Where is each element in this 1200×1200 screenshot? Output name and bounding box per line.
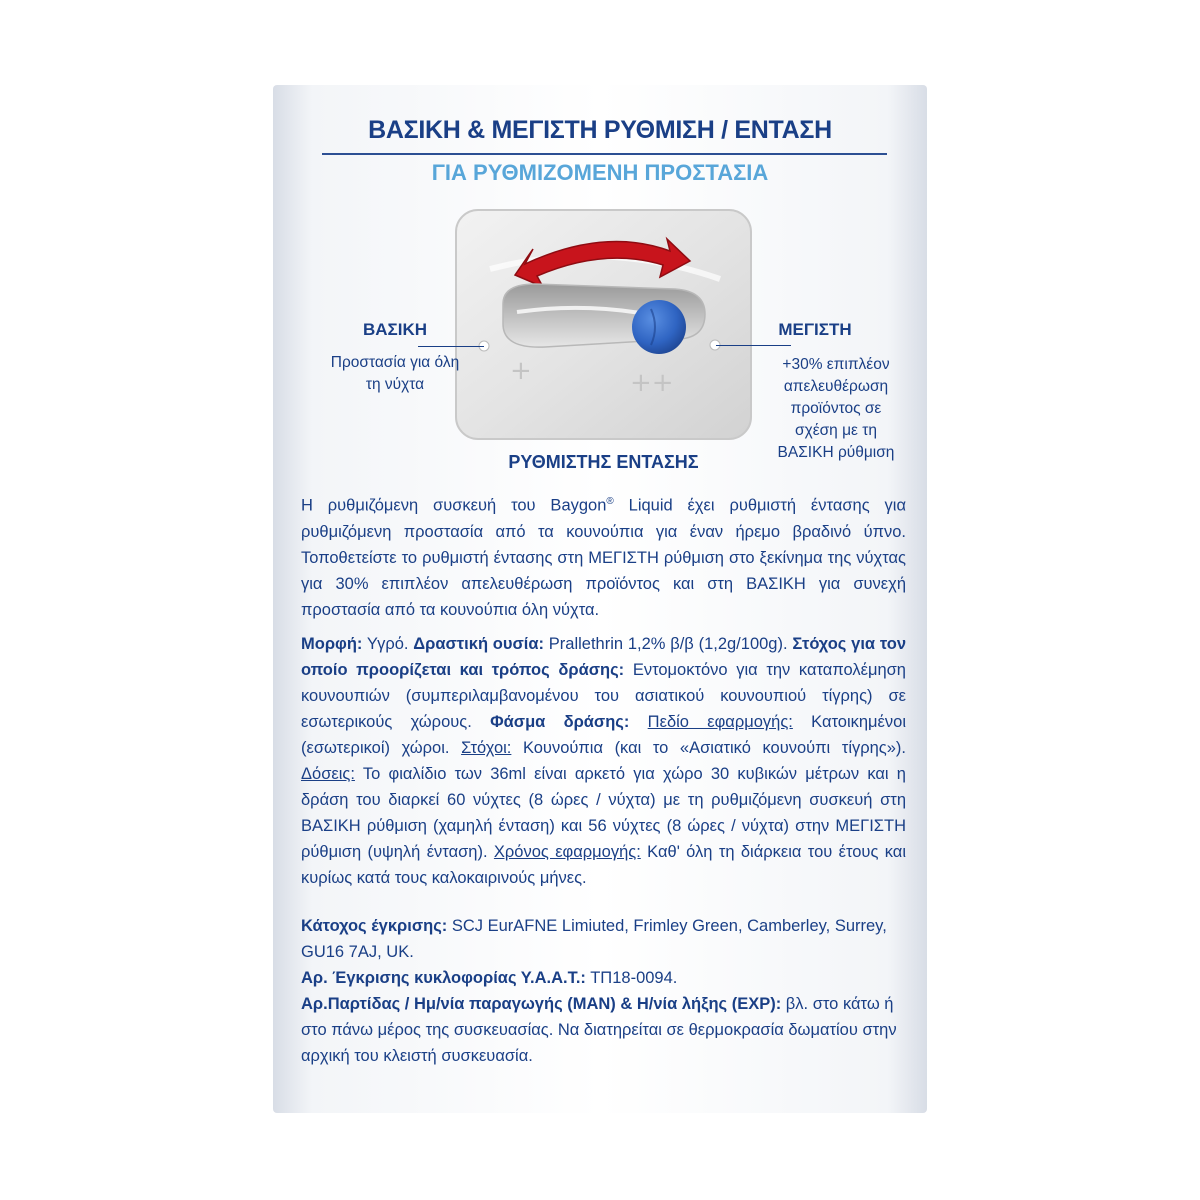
max-description: +30% επιπλέον απελευθέρωση προϊόντος σε σχέση με τη ΒΑΣΙΚΗ ρύθμιση <box>777 356 895 461</box>
intensity-knob <box>632 300 686 354</box>
specs-paragraph: Μορφή: Υγρό. Δραστική ουσία: Prallethrin 1,2% β/β (1,2g/100g). Στόχος για τον οποίο προορίζεται και τρόπος δράσης: Εντομοκτόνο για την καταπολέμηση κουνουπιών (συμπεριλαμβανομένου του ασιατικού κουνουπιού τίγρης) σε εσωτερικούς χώρους. Φάσμα δράσης: Πεδίο εφαρμογής: Κατοικημένοι (εσωτερικοί) χώροι. Στόχοι: Κουνούπια (και το «Ασιατικό κουνούπι τίγρης»). Δόσεις: Το φιαλίδιο των 36ml είναι αρκετό για χώρο 30 κυβικών μέτρων και η δράση του διαρκεί 60 νύχτες (8 ώρες / νύχτα) με τη ρυθμιζόμενη συσκευή στη ΒΑΣΙΚΗ ρύθμιση (χαμηλή ένταση) και 56 νύχτες (8 ώρες / νύχτα) στην ΜΕΓΙΣΤΗ ρύθμιση (υψηλή ένταση). Χρόνος εφαρμογής: Καθ' όλη τη διάρκεια του έτους και κυρίως κατά τους καλοκαιρινούς μήνες. <box>301 635 907 887</box>
basic-description: Προστασία για όλη τη νύχτα <box>330 354 460 393</box>
max-label: ΜΕΓΙΣΤΗ <box>778 320 852 339</box>
page-title: ΒΑΣΙΚΗ & ΜΕΓΙΣΤΗ ΡΥΘΜΙΣΗ / ΕΝΤΑΣΗ <box>368 116 832 144</box>
legal-paragraph: Κάτοχος έγκρισης: SCJ EurAFNE Limiuted, Frimley Green, Camberley, Surrey, GU16 7AJ, UK. Αρ. Έγκρισης κυκλοφορίας Υ.Α.Α.Τ.: ΤΠ18-0094. Αρ.Παρτίδας / Ημ/νία παραγωγής (MAN) & Η/νία λήξης (EXP): βλ. στο κάτω ή στο πάνω μέρος της συσκευασίας. Να διατηρείται σε θερμοκρασία δωματίου στην αρχική του κλειστή συσκευασία. <box>301 917 897 1065</box>
basic-connector-line <box>418 346 484 347</box>
min-mark: + <box>510 356 532 386</box>
page-subtitle: ΓΙΑ ΡΥΘΜΙΖΟΜΕΝΗ ΠΡΟΣΤΑΣΙΑ <box>431 160 769 185</box>
device-illustration <box>455 209 752 440</box>
title-divider <box>322 153 887 155</box>
device-caption: ΡΥΘΜΙΣΤΗΣ ΕΝΤΑΣΗΣ <box>508 452 699 472</box>
max-connector-line <box>716 345 791 346</box>
basic-label: ΒΑΣΙΚΗ <box>362 320 428 339</box>
intro-paragraph: Η ρυθμιζόμενη συσκευή του Baygon® Liquid έχει ρυθμιστή έντασης για ρυθμιζόμενη προστασία από τα κουνούπια για έναν ήρεμο βραδινό ύπνο. Τοποθετείστε το ρυθμιστή έντασης στη ΜΕΓΙΣΤΗ ρύθμιση στο ξεκίνημα της νύχτας για 30% επιπλέον απελευθέρωση προϊόντος και στη ΒΑΣΙΚΗ για συνεχή προστασία από τα κουνούπια όλη νύχτα. <box>301 496 906 619</box>
max-mark: ++ <box>630 368 674 398</box>
